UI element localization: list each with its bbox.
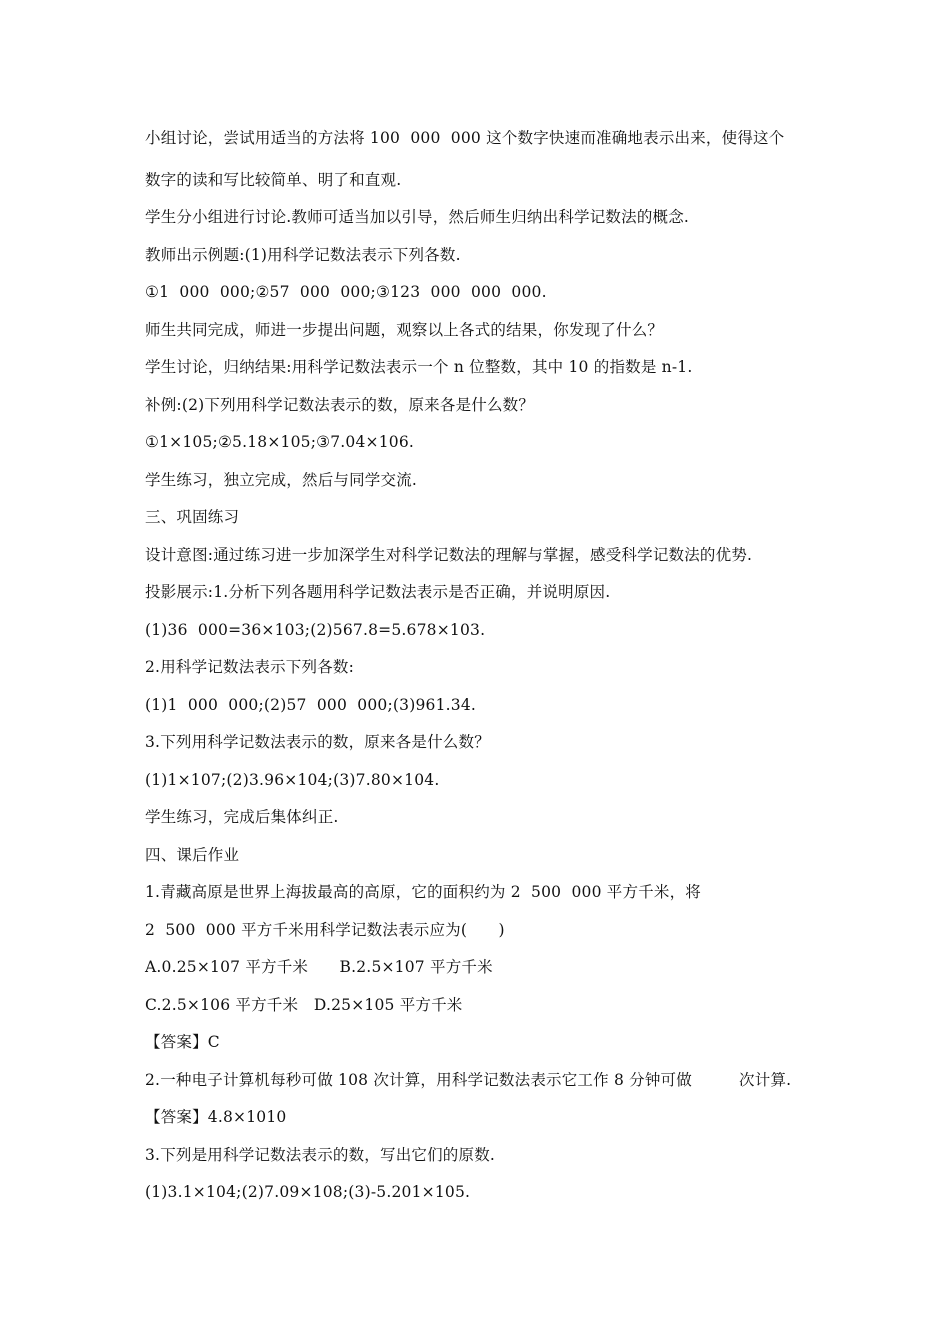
choice-line: C.2.5×106 平方千米 D.25×105 平方千米 — [145, 996, 463, 1014]
text-line: (1)3.1×104;(2)7.09×108;(3)-5.201×105. — [145, 1183, 471, 1201]
text-line: 2.用科学记数法表示下列各数: — [145, 658, 355, 676]
text-line: ①1 000 000;②57 000 000;③123 000 000 000. — [145, 283, 547, 301]
text-line: 学生分小组进行讨论.教师可适当加以引导，然后师生归纳出科学记数法的概念. — [145, 208, 690, 226]
text-line: 小组讨论，尝试用适当的方法将 100 000 000 这个数字快速而准确地表示出来，使得这个 — [145, 129, 785, 147]
answer-line: 【答案】4.8×1010 — [145, 1108, 287, 1126]
section-heading: 三、巩固练习 — [145, 508, 240, 526]
text-line: 师生共同完成，师进一步提出问题，观察以上各式的结果，你发现了什么？ — [145, 321, 664, 339]
text-line: (1)1×107;(2)3.96×104;(3)7.80×104. — [145, 771, 440, 789]
choice-line: A.0.25×107 平方千米 B.2.5×107 平方千米 — [145, 958, 493, 976]
text-line: 3.下列用科学记数法表示的数，原来各是什么数？ — [145, 733, 490, 751]
text-line: (1)1 000 000;(2)57 000 000;(3)961.34. — [145, 696, 477, 714]
text-line: 2 500 000 平方千米用科学记数法表示应为( ) — [145, 921, 505, 939]
text-line: 教师出示例题:(1)用科学记数法表示下列各数. — [145, 246, 461, 264]
text-line: 数字的读和写比较简单、明了和直观. — [145, 171, 402, 189]
text-line: 补例:(2)下列用科学记数法表示的数，原来各是什么数？ — [145, 396, 535, 414]
text-line: (1)36 000=36×103;(2)567.8=5.678×103. — [145, 621, 486, 639]
text-line: 3.下列是用科学记数法表示的数，写出它们的原数. — [145, 1146, 496, 1164]
text-line: 学生讨论，归纳结果:用科学记数法表示一个 n 位整数，其中 10 的指数是 n-1. — [145, 358, 693, 376]
text-line: 1.青藏高原是世界上海拔最高的高原，它的面积约为 2 500 000 平方千米，将 — [145, 883, 701, 901]
text-line: 投影展示:1.分析下列各题用科学记数法表示是否正确，并说明原因. — [145, 583, 611, 601]
answer-line: 【答案】C — [145, 1033, 220, 1051]
text-line: 学生练习，独立完成，然后与同学交流. — [145, 471, 418, 489]
text-line: 2.一种电子计算机每秒可做 108 次计算，用科学记数法表示它工作 8 分钟可做 次计算. — [145, 1071, 792, 1089]
text-line: 学生练习，完成后集体纠正. — [145, 808, 339, 826]
text-line: ①1×105;②5.18×105;③7.04×106. — [145, 433, 415, 451]
text-line: 设计意图:通过练习进一步加深学生对科学记数法的理解与掌握，感受科学记数法的优势. — [145, 546, 753, 564]
section-heading: 四、课后作业 — [145, 846, 240, 864]
